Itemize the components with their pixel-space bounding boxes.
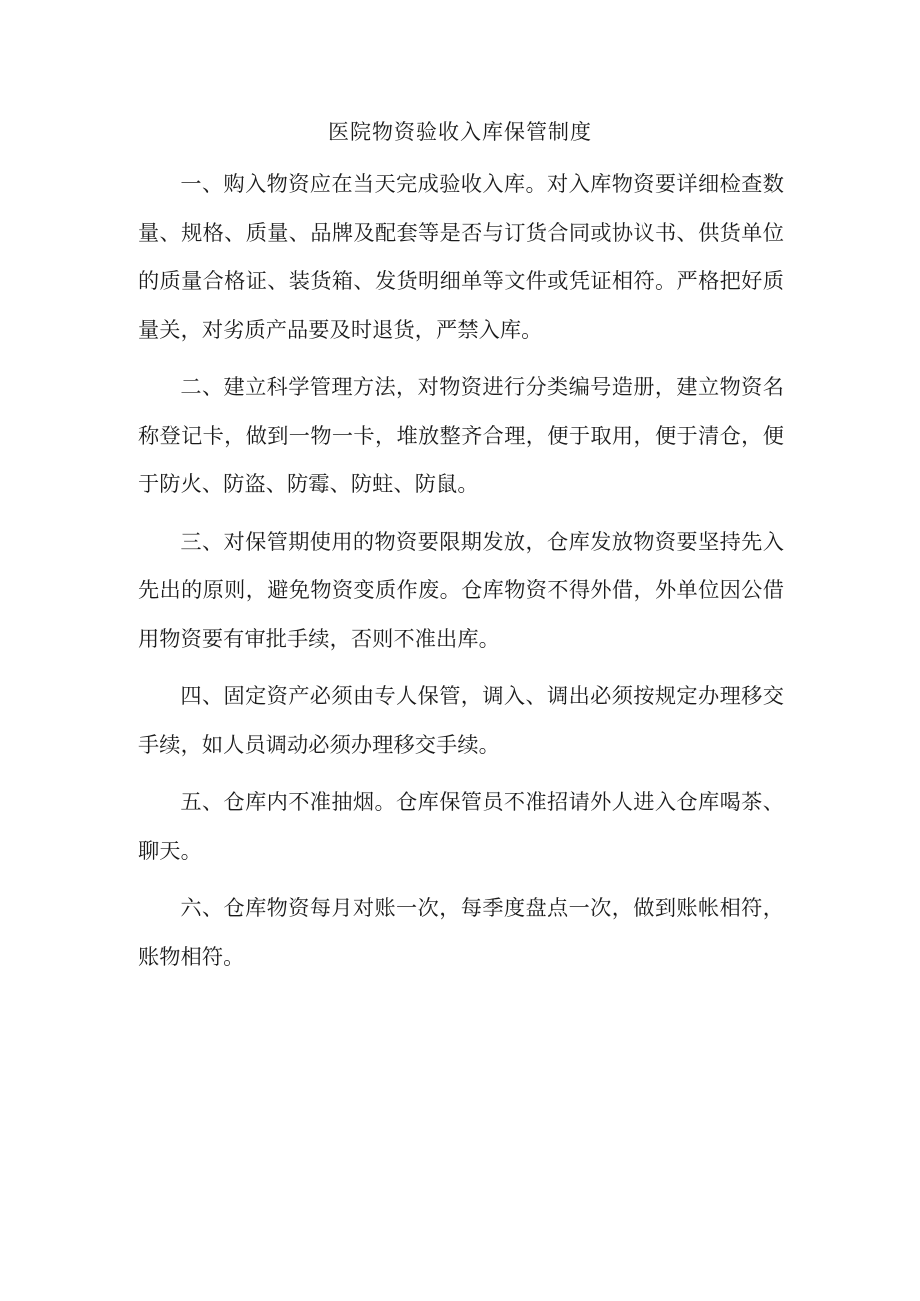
paragraph-5: 五、仓库内不准抽烟。仓库保管员不准招请外人进入仓库喝茶、聊天。: [138, 789, 784, 863]
document-body: [138, 160, 784, 990]
paragraph-6: 六、仓库物资每月对账一次，每季度盘点一次，做到账帐相符，账物相符。: [138, 895, 784, 969]
paragraph-2: 二、建立科学管理方法，对物资进行分类编号造册，建立物资名称登记卡，做到一物一卡，堆放整齐合理，便于取用，便于清仓，便于防火、防盗、防霉、防蛀、防鼠。: [138, 374, 784, 496]
paragraph-3: 三、对保管期使用的物资要限期发放，仓库发放物资要坚持先入先出的原则，避免物资变质作废。仓库物资不得外借，外单位因公借用物资要有审批手续，否则不准出库。: [138, 528, 784, 651]
paragraph-4: 四、固定资产必须由专人保管，调入、调出必须按规定办理移交手续，如人员调动必须办理移交手续。: [138, 683, 784, 757]
document-title: 医院物资验收入库保管制度: [328, 120, 592, 144]
paragraph-1: 一、购入物资应在当天完成验收入库。对入库物资要详细检查数量、规格、质量、品牌及配套等是否与订货合同或协议书、供货单位的质量合格证、装货箱、发货明细单等文件或凭证相符。严格把好质量关，对劣质产品要及时退货，严禁入库。: [138, 171, 784, 342]
